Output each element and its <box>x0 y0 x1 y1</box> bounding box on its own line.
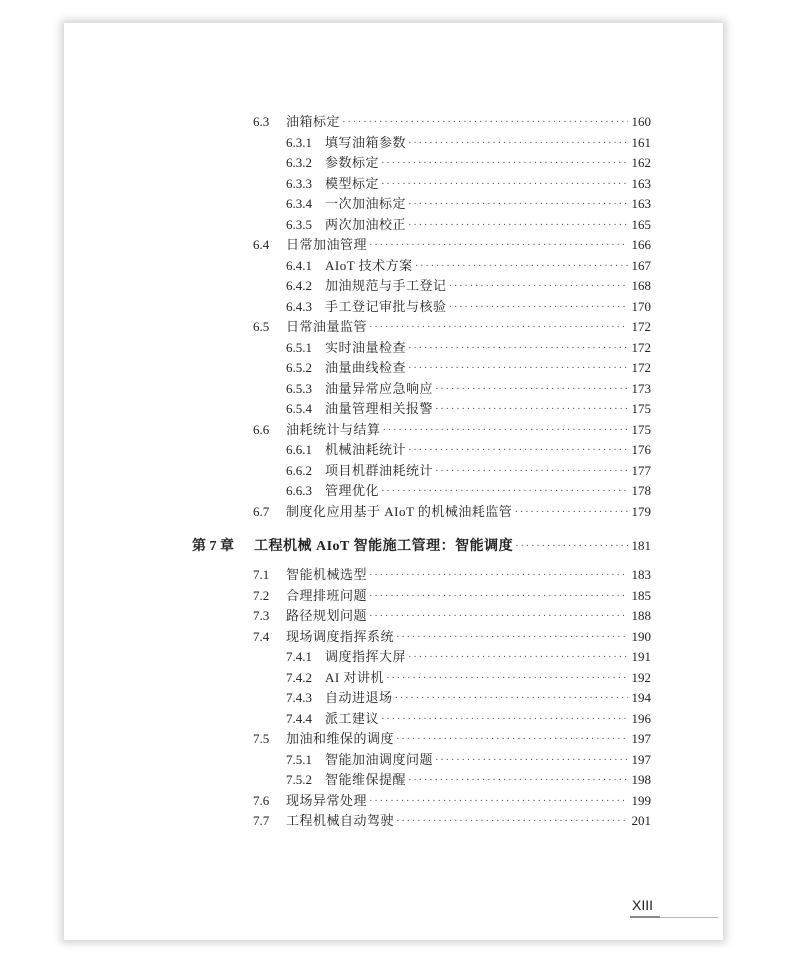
subsection-number: 6.5.4 <box>286 401 312 416</box>
dot-leader <box>383 420 628 440</box>
toc-entry-subsection[interactable] <box>286 709 651 729</box>
section-number: 6.4 <box>253 237 270 252</box>
toc-entry-subsection[interactable] <box>286 194 651 214</box>
dot-leader <box>415 256 628 276</box>
subsection-title: 自动进退场 <box>325 690 393 705</box>
subsection-title: AIoT 技术方案 <box>325 257 413 273</box>
dot-leader <box>449 276 628 296</box>
dot-leader <box>435 461 628 481</box>
dot-leader <box>435 750 628 770</box>
subsection-title: 手工登记审批与核验 <box>325 298 447 314</box>
subsection-number: 6.6.1 <box>286 442 312 457</box>
toc-entry-subsection[interactable] <box>286 750 651 770</box>
page-number: 192 <box>631 669 651 685</box>
section-title: 路径规划问题 <box>286 608 368 623</box>
page-number: 172 <box>631 360 651 375</box>
page-number: 191 <box>631 649 651 664</box>
toc-entry-section[interactable] <box>253 317 651 337</box>
dot-leader <box>449 297 628 317</box>
subsection-title: 模型标定 <box>325 175 380 191</box>
page-number: 175 <box>631 401 651 416</box>
page-number: 185 <box>631 587 651 603</box>
subsection-title: 机械油耗统计 <box>325 442 407 457</box>
subsection-title: 填写油箱参数 <box>325 134 407 150</box>
page-folio: XIII <box>632 897 654 913</box>
section-title: 日常油量监管 <box>286 319 368 334</box>
folio-rule-accent <box>630 916 660 918</box>
toc-entry-subsection[interactable] <box>286 668 651 688</box>
dot-leader <box>408 338 628 358</box>
subsection-number: 7.5.1 <box>286 751 312 767</box>
subsection-title: 油量异常应急响应 <box>325 380 434 396</box>
page-number: 188 <box>631 608 651 623</box>
dot-leader <box>408 440 628 460</box>
toc-entry-subsection[interactable] <box>286 133 651 153</box>
subsection-title: AI 对讲机 <box>325 669 384 685</box>
page-number: 160 <box>631 114 651 129</box>
subsection-title: 加油规范与手工登记 <box>325 278 447 293</box>
subsection-number: 7.4.3 <box>286 690 312 705</box>
subsection-title: 油量曲线检查 <box>325 360 407 375</box>
section-number: 6.7 <box>253 503 270 519</box>
dot-leader <box>408 647 628 667</box>
dot-leader <box>369 791 628 811</box>
page-number: 170 <box>631 298 651 314</box>
dot-leader <box>369 565 628 585</box>
subsection-title: 两次加油校正 <box>325 216 407 232</box>
toc-entry-subsection[interactable] <box>286 174 651 194</box>
dot-leader <box>386 668 628 688</box>
page-number: 183 <box>631 567 651 582</box>
toc-entry-section[interactable] <box>253 627 651 647</box>
page-number: 173 <box>631 380 651 396</box>
section-number: 7.7 <box>253 813 270 828</box>
section-number: 7.2 <box>253 587 270 603</box>
toc-entry-section[interactable] <box>253 586 651 606</box>
subsection-number: 6.5.1 <box>286 339 312 355</box>
section-number: 7.6 <box>253 792 270 808</box>
dot-leader <box>435 379 628 399</box>
dot-leader <box>408 133 628 153</box>
subsection-number: 6.5.3 <box>286 380 312 396</box>
subsection-title: 一次加油标定 <box>325 196 407 211</box>
dot-leader <box>396 627 628 647</box>
section-number: 7.1 <box>253 567 270 582</box>
toc-entry-subsection[interactable] <box>286 276 651 296</box>
section-title: 油箱标定 <box>286 114 341 129</box>
section-title: 制度化应用基于 AIoT 的机械油耗监管 <box>286 503 513 519</box>
dot-leader <box>369 586 628 606</box>
page-number: 162 <box>631 155 651 170</box>
subsection-number: 7.4.2 <box>286 669 312 685</box>
dot-leader <box>408 194 628 214</box>
dot-leader <box>381 709 628 729</box>
subsection-title: 参数标定 <box>325 155 380 170</box>
toc-entry-subsection[interactable] <box>286 481 651 501</box>
toc-entry-subsection[interactable] <box>286 358 651 378</box>
section-number: 7.5 <box>253 731 270 746</box>
dot-leader <box>408 215 628 235</box>
toc-entry-subsection[interactable] <box>286 297 651 317</box>
dot-leader <box>515 536 628 556</box>
book-page <box>64 23 723 940</box>
subsection-number: 6.4.1 <box>286 257 312 273</box>
dot-leader <box>381 481 628 501</box>
page-number: 190 <box>631 628 651 644</box>
subsection-number: 7.4.4 <box>286 710 312 726</box>
section-title: 合理排班问题 <box>286 587 368 603</box>
dot-leader <box>342 112 628 132</box>
section-number: 7.3 <box>253 608 270 623</box>
section-number: 7.4 <box>253 628 270 644</box>
subsection-number: 6.4.3 <box>286 298 312 314</box>
subsection-number: 6.4.2 <box>286 278 312 293</box>
subsection-number: 7.4.1 <box>286 649 312 664</box>
toc-entry-subsection[interactable] <box>286 688 651 708</box>
toc-entry-subsection[interactable] <box>286 338 651 358</box>
subsection-number: 7.5.2 <box>286 772 312 787</box>
toc-entry-subsection[interactable] <box>286 379 651 399</box>
subsection-number: 6.3.1 <box>286 134 312 150</box>
page-number: 167 <box>631 257 651 273</box>
section-number: 6.6 <box>253 421 270 437</box>
page-number: 175 <box>631 421 651 437</box>
page-number: 197 <box>631 731 651 746</box>
toc-entry-subsection[interactable] <box>286 647 651 667</box>
page-number: 198 <box>631 772 651 787</box>
dot-leader <box>369 317 628 337</box>
toc-entry-section[interactable] <box>253 565 651 585</box>
page-number: 196 <box>631 710 651 726</box>
dot-leader <box>408 770 628 790</box>
dot-leader <box>408 358 628 378</box>
subsection-title: 油量管理相关报警 <box>325 401 434 416</box>
toc-entry-subsection[interactable] <box>286 770 651 790</box>
dot-leader <box>381 153 628 173</box>
toc-entry-section[interactable] <box>253 811 651 831</box>
dot-leader <box>369 606 628 626</box>
subsection-number: 6.6.2 <box>286 462 312 478</box>
page-number: 197 <box>631 751 651 767</box>
section-title: 现场调度指挥系统 <box>286 628 395 644</box>
subsection-title: 项目机群油耗统计 <box>325 462 434 478</box>
subsection-number: 6.6.3 <box>286 483 312 498</box>
dot-leader <box>369 235 628 255</box>
toc-entry-chapter[interactable] <box>192 536 651 556</box>
toc-entry-subsection[interactable] <box>286 461 651 481</box>
toc-entry-section[interactable] <box>253 235 651 255</box>
dot-leader <box>381 174 628 194</box>
subsection-title: 调度指挥大屏 <box>325 649 407 664</box>
dot-leader <box>514 502 628 522</box>
page-number: 163 <box>631 196 651 211</box>
page-number: 176 <box>631 442 651 457</box>
section-title: 日常加油管理 <box>286 237 368 252</box>
section-title: 现场异常处理 <box>286 792 368 808</box>
section-title: 工程机械自动驾驶 <box>286 813 395 828</box>
toc-entry-section[interactable] <box>253 420 651 440</box>
page-number: 163 <box>631 175 651 191</box>
page-number: 177 <box>631 462 651 478</box>
toc-entry-subsection[interactable] <box>286 153 651 173</box>
subsection-title: 管理优化 <box>325 483 380 498</box>
toc-entry-subsection[interactable] <box>286 256 651 276</box>
page-number: 172 <box>631 319 651 334</box>
subsection-title: 实时油量检查 <box>325 339 407 355</box>
toc-entry-section[interactable] <box>253 791 651 811</box>
toc-entry-subsection[interactable] <box>286 215 651 235</box>
subsection-title: 智能加油调度问题 <box>325 751 434 767</box>
page-number: 178 <box>631 483 651 498</box>
page-number: 181 <box>631 538 651 553</box>
subsection-number: 6.5.2 <box>286 360 312 375</box>
page-number: 161 <box>631 134 651 150</box>
dot-leader <box>396 811 628 831</box>
page-number: 194 <box>631 690 651 705</box>
page-number: 201 <box>631 813 651 828</box>
page-number: 172 <box>631 339 651 355</box>
section-number: 6.5 <box>253 319 270 334</box>
subsection-number: 6.3.2 <box>286 155 312 170</box>
section-title: 智能机械选型 <box>286 567 368 582</box>
subsection-number: 6.3.5 <box>286 216 312 232</box>
toc-entry-subsection[interactable] <box>286 440 651 460</box>
chapter-title: 工程机械 AIoT 智能施工管理：智能调度 <box>254 539 514 554</box>
toc-entry-section[interactable] <box>253 606 651 626</box>
toc-entry-section[interactable] <box>253 729 651 749</box>
page-number: 166 <box>631 237 651 252</box>
toc-entry-section[interactable] <box>253 502 651 522</box>
subsection-number: 6.3.3 <box>286 175 312 191</box>
subsection-number: 6.3.4 <box>286 196 312 211</box>
chapter-number: 第 7 章 <box>192 539 234 554</box>
section-title: 油耗统计与结算 <box>286 421 381 437</box>
subsection-title: 智能维保提醒 <box>325 772 407 787</box>
subsection-title: 派工建议 <box>325 710 380 726</box>
table-of-contents <box>64 23 723 940</box>
section-number: 6.3 <box>253 114 270 129</box>
page-number: 165 <box>631 216 651 232</box>
page-number: 199 <box>631 792 651 808</box>
page-number: 179 <box>631 503 651 519</box>
page-number: 168 <box>631 278 651 293</box>
dot-leader <box>396 729 628 749</box>
toc-entry-section[interactable] <box>253 112 651 132</box>
section-title: 加油和维保的调度 <box>286 731 395 746</box>
toc-entry-subsection[interactable] <box>286 399 651 419</box>
dot-leader <box>395 688 628 708</box>
dot-leader <box>435 399 628 419</box>
